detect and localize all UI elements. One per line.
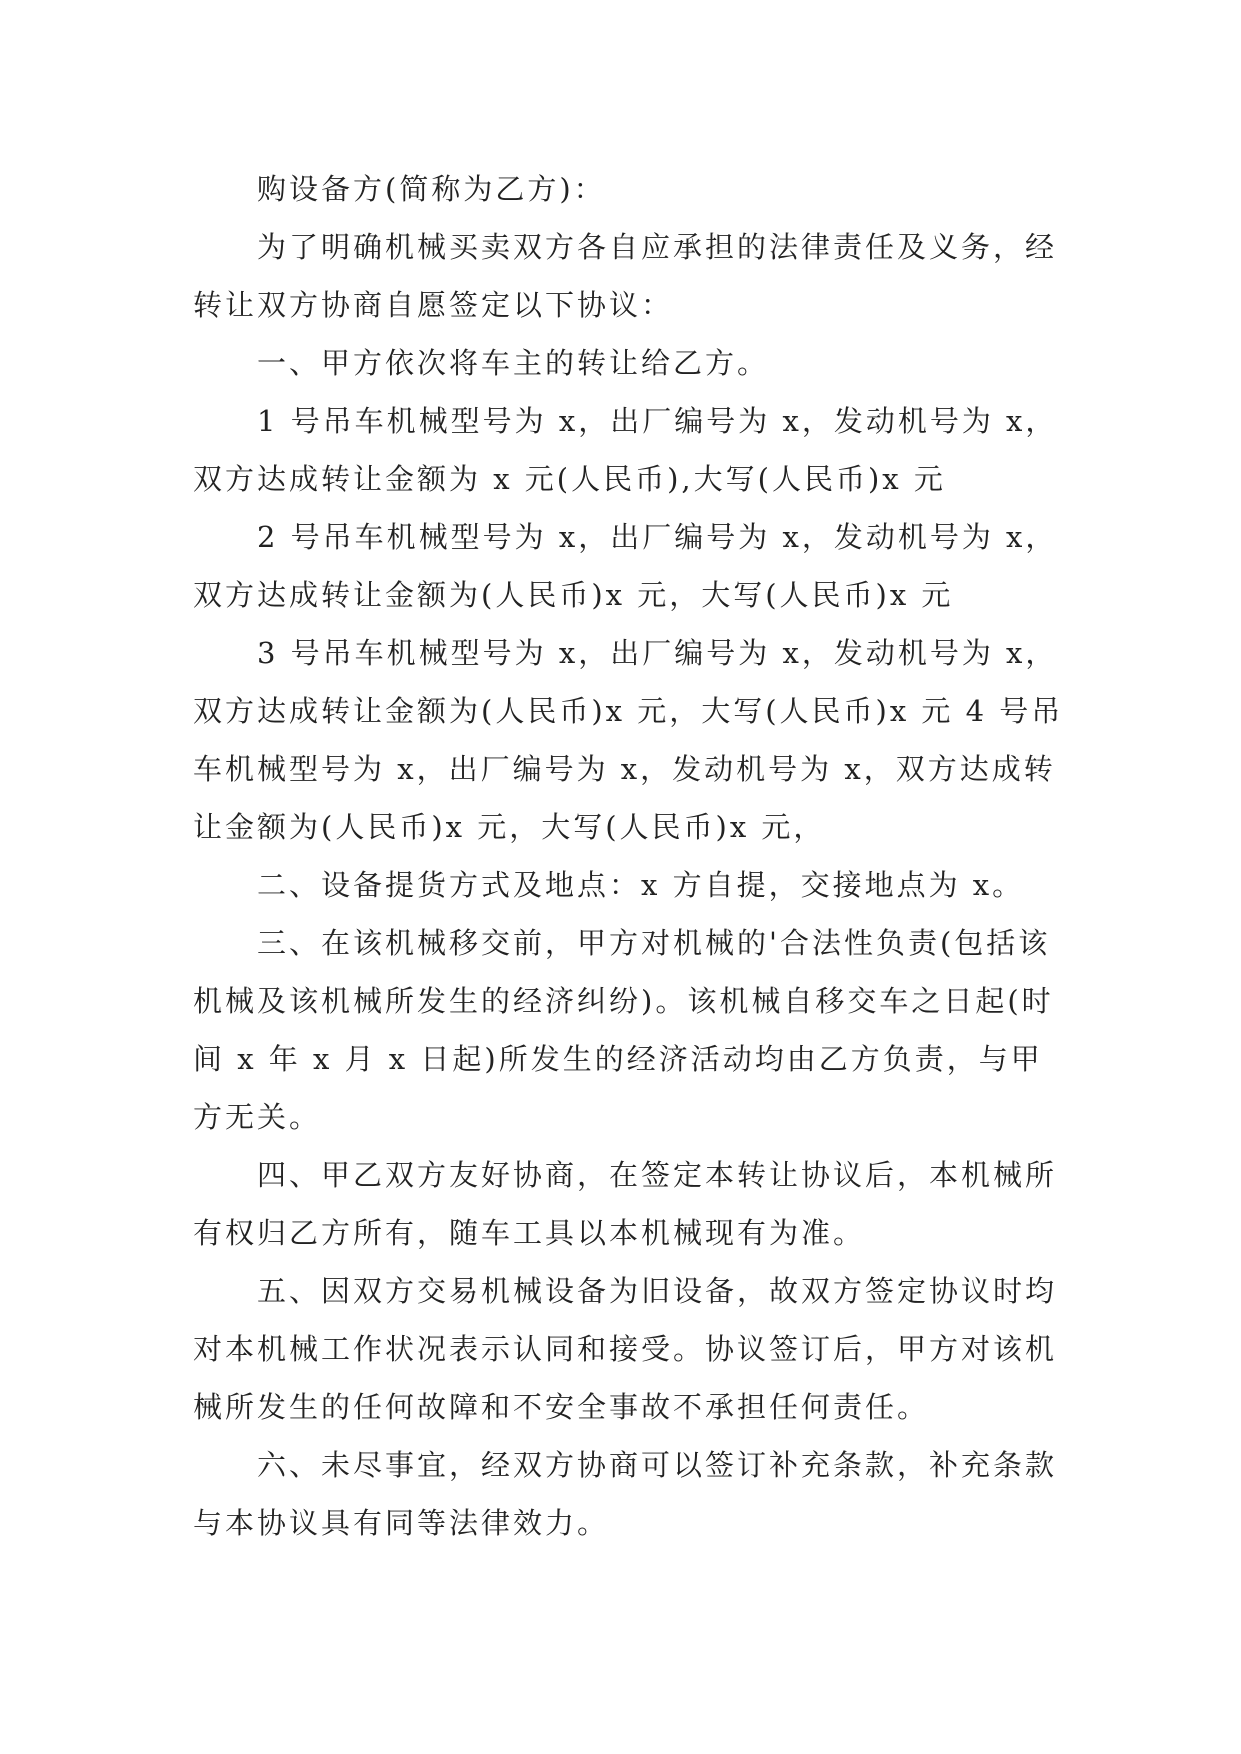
paragraph-clause-1: 一、甲方依次将车主的转让给乙方。 (257, 346, 770, 380)
paragraph-clause-4: 四、甲乙双方友好协商，在签定本转让协议后，本机械所有权归乙方所有，随车工具以本机械现有为准。 (193, 1158, 1058, 1250)
paragraph-buyer-party: 购设备方(简称为乙方)： (257, 172, 606, 206)
paragraph-purpose: 为了明确机械买卖双方各自应承担的法律责任及义务，经转让双方协商自愿签定以下协议： (193, 230, 1058, 322)
document-body (193, 160, 1073, 1552)
paragraph-clause-3: 三、在该机械移交前，甲方对机械的'合法性负责(包括该机械及该机械所发生的经济纠纷)。该机械自移交车之日起(时间 x 年 x 月 x 日起)所发生的经济活动均由乙方负责，与甲方无关。 (193, 926, 1054, 1134)
paragraph-crane-3-4: 3 号吊车机械型号为 x，出厂编号为 x，发动机号为 x，双方达成转让金额为(人民币)x 元，大写(人民币)x 元 4 号吊车机械型号为 x，出厂编号为 x，发动机号为 x，双方达成转让金额为(人民币)x 元，大写(人民币)x 元， (193, 636, 1064, 844)
paragraph-clause-6: 六、未尽事宜，经双方协商可以签订补充条款，补充条款与本协议具有同等法律效力。 (193, 1448, 1058, 1540)
paragraph-clause-5: 五、因双方交易机械设备为旧设备，故双方签定协议时均对本机械工作状况表示认同和接受。协议签订后，甲方对该机械所发生的任何故障和不安全事故不承担任何责任。 (193, 1274, 1058, 1424)
paragraph-clause-2: 二、设备提货方式及地点：x 方自提，交接地点为 x。 (257, 868, 1025, 902)
paragraph-crane-2: 2 号吊车机械型号为 x，出厂编号为 x，发动机号为 x，双方达成转让金额为(人民币)x 元，大写(人民币)x 元 (193, 520, 1058, 612)
paragraph-crane-1: 1 号吊车机械型号为 x，出厂编号为 x，发动机号为 x，双方达成转让金额为 x 元(人民币),大写(人民币)x 元 (193, 404, 1058, 496)
